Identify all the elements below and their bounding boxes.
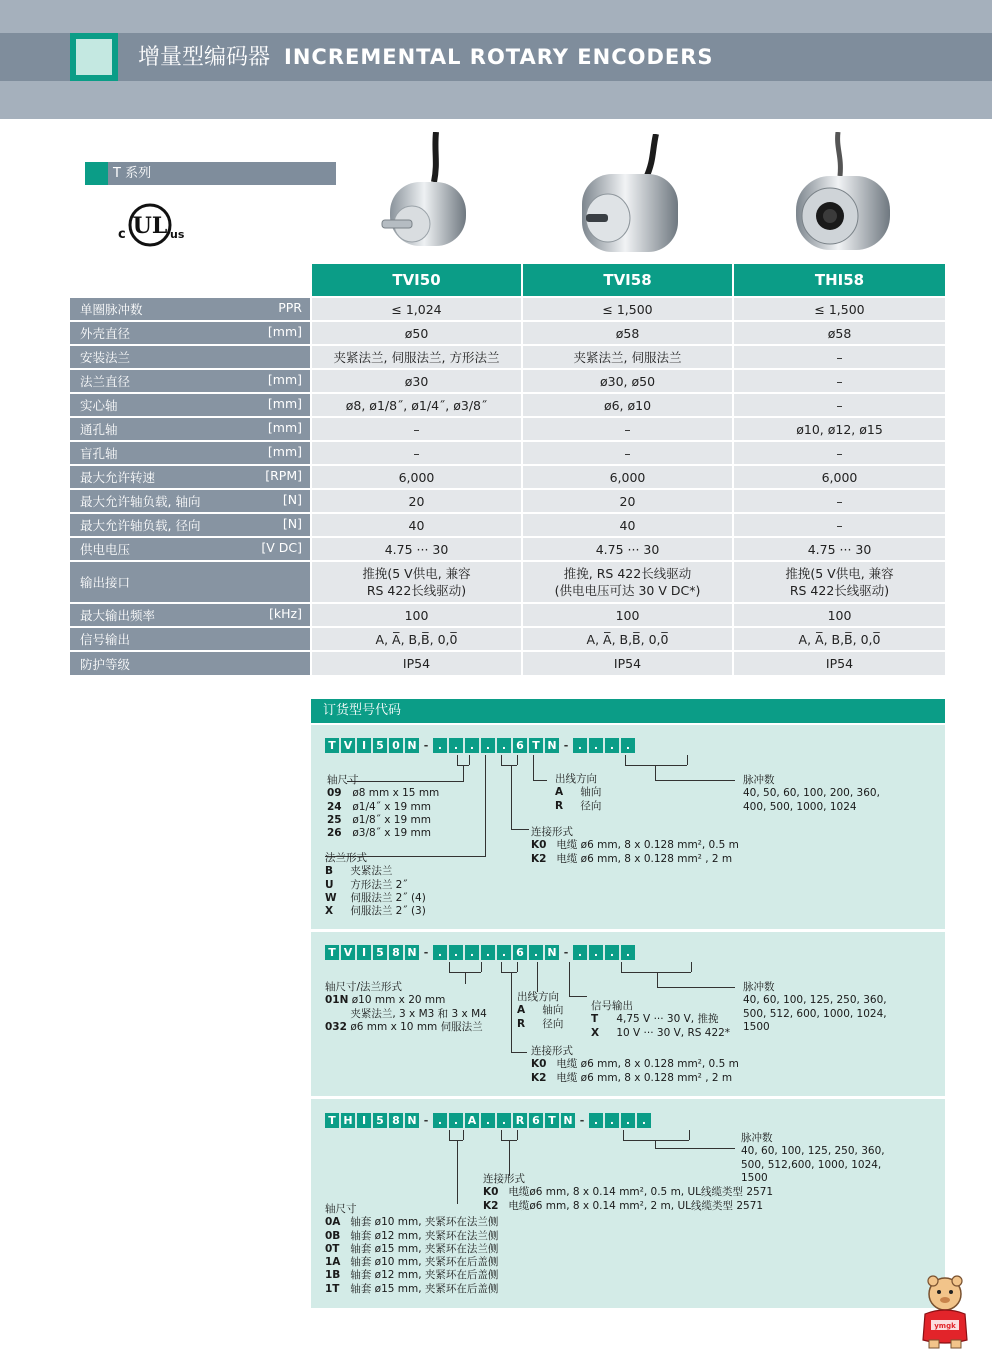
spec-cell: 推挽(5 V供电, 兼容 RS 422长线驱动) — [311, 561, 522, 603]
code-char: - — [563, 739, 569, 752]
spec-row — [70, 537, 945, 561]
spec-cell: ø6, ø10 — [522, 393, 733, 417]
spec-row-unit: [kHz] — [269, 606, 302, 621]
legend-line: K2 电缆 ø6 mm, 8 x 0.128 mm² , 2 m — [531, 1071, 733, 1084]
legend-line: U 方形法兰 2˝ — [325, 878, 408, 891]
spec-row-label — [70, 513, 311, 537]
code-char: T — [545, 1113, 559, 1128]
order-panel-tvi58 — [311, 932, 945, 1096]
code-char: . — [589, 738, 603, 753]
legend-line: 500, 512,600, 1000, 1024, — [741, 1158, 882, 1171]
legend-line: 40, 50, 60, 100, 200, 360, — [743, 787, 880, 800]
legend-line: 09 ø8 mm x 15 mm — [327, 787, 440, 800]
code-char: 6 — [513, 945, 527, 960]
spec-row-label — [70, 627, 311, 651]
code-char: 0 — [389, 738, 403, 753]
code-char: . — [573, 945, 587, 960]
legend-title: 信号输出 — [591, 1000, 633, 1012]
legend-line: 25 ø1/8˝ x 19 mm — [327, 813, 431, 826]
spec-header-blank — [70, 264, 311, 297]
spec-row-label — [70, 345, 311, 369]
spec-cell: ≤ 1,500 — [733, 297, 945, 321]
spec-cell: 100 — [311, 603, 522, 627]
code-char: . — [497, 738, 511, 753]
code-char: . — [589, 1113, 603, 1128]
code-char: 8 — [389, 1113, 403, 1128]
code-char: N — [405, 738, 419, 753]
spec-row-label-text: 最大允许轴负载, 径向 — [80, 518, 201, 533]
spec-row — [70, 489, 945, 513]
spec-cell: 夹紧法兰, 伺服法兰 — [522, 345, 733, 369]
legend-line: 500, 512, 600, 1000, 1024, — [743, 1007, 887, 1020]
spec-row-label — [70, 465, 311, 489]
code-char: V — [341, 738, 355, 753]
tvi50-connection-legend — [531, 826, 739, 866]
code-char: - — [423, 1114, 429, 1127]
page-title-cn: 增量型编码器 — [138, 45, 271, 70]
tvi58-ppr-legend — [743, 981, 887, 1034]
spec-table — [70, 264, 945, 675]
code-char: . — [621, 738, 635, 753]
legend-line: 0B 轴套 ø12 mm, 夹紧环在法兰侧 — [325, 1229, 499, 1242]
code-char: N — [545, 738, 559, 753]
code-char: 6 — [529, 1113, 543, 1128]
spec-row-label-text: 盲孔轴 — [80, 446, 118, 461]
legend-line: A 轴向 — [517, 1004, 564, 1017]
legend-line: 40, 60, 100, 125, 250, 360, — [743, 994, 887, 1007]
spec-row — [70, 627, 945, 651]
spec-row-unit: [N] — [282, 492, 302, 507]
spec-cell: 100 — [733, 603, 945, 627]
legend-line: T 4,75 V ··· 30 V, 推挽 — [591, 1013, 719, 1026]
spec-cell: ø10, ø12, ø15 — [733, 417, 945, 441]
header-square-inner — [76, 39, 112, 75]
code-char: . — [449, 1113, 463, 1128]
spec-cell: – — [733, 345, 945, 369]
code-char: . — [497, 1113, 511, 1128]
spec-cell: 6,000 — [311, 465, 522, 489]
code-char: . — [433, 945, 447, 960]
legend-title: 轴尺寸 — [327, 774, 359, 786]
spec-cell: 20 — [311, 489, 522, 513]
code-char: N — [405, 1113, 419, 1128]
order-code-tvi58 — [325, 945, 635, 960]
tvi58-exit-legend — [517, 991, 563, 1031]
spec-cell: IP54 — [522, 651, 733, 675]
legend-line: 夹紧法兰, 3 x M3 和 3 x M4 — [347, 1007, 487, 1020]
code-char: 5 — [373, 1113, 387, 1128]
code-char: . — [481, 1113, 495, 1128]
legend-title: 脉冲数 — [743, 774, 775, 786]
spec-row — [70, 603, 945, 627]
spec-row-label-text: 供电电压 — [80, 542, 131, 557]
spec-row — [70, 345, 945, 369]
spec-cell: – — [733, 489, 945, 513]
code-char: N — [545, 945, 559, 960]
watermark-mascot-icon — [905, 1270, 985, 1350]
spec-cell: ø8, ø1/8˝, ø1/4˝, ø3/8˝ — [311, 393, 522, 417]
code-char: . — [637, 1113, 651, 1128]
code-char: . — [529, 945, 543, 960]
tvi58-encoder-image — [574, 134, 684, 262]
legend-title: 轴尺寸/法兰形式 — [325, 981, 403, 993]
spec-cell: IP54 — [733, 651, 945, 675]
spec-body — [70, 297, 945, 675]
spec-cell: ø30 — [311, 369, 522, 393]
legend-line: 40, 60, 100, 125, 250, 360, — [741, 1145, 885, 1158]
spec-row-label — [70, 417, 311, 441]
legend-line: 1500 — [741, 1171, 768, 1184]
code-char: I — [357, 1113, 371, 1128]
legend-line: 01N ø10 mm x 20 mm — [325, 994, 446, 1007]
spec-cell: ≤ 1,024 — [311, 297, 522, 321]
code-char: . — [449, 945, 463, 960]
spec-cell: – — [733, 441, 945, 465]
code-char: 6 — [513, 738, 527, 753]
spec-row-unit: PPR — [278, 300, 302, 315]
code-char: 5 — [373, 738, 387, 753]
product-header-thi58: THI58 — [733, 264, 945, 297]
spec-cell: – — [311, 417, 522, 441]
spec-cell: – — [522, 417, 733, 441]
legend-line: R 径向 — [517, 1017, 564, 1030]
code-char: . — [605, 1113, 619, 1128]
code-char: . — [465, 945, 479, 960]
spec-cell: 推挽(5 V供电, 兼容 RS 422长线驱动) — [733, 561, 945, 603]
cul-us-logo-icon — [114, 202, 190, 248]
series-tag — [85, 162, 336, 185]
code-char: T — [325, 1113, 339, 1128]
page-title — [138, 40, 714, 74]
spec-row — [70, 651, 945, 675]
header-band-bottom — [0, 81, 992, 119]
legend-title: 法兰形式 — [325, 852, 367, 864]
code-char: A — [465, 1113, 479, 1128]
code-char: . — [481, 738, 495, 753]
spec-row-label-text: 最大允许轴负载, 轴向 — [80, 494, 201, 509]
spec-row — [70, 369, 945, 393]
thi58-connection-legend — [483, 1173, 773, 1213]
legend-line: 0T 轴套 ø15 mm, 夹紧环在法兰侧 — [325, 1242, 499, 1255]
spec-row — [70, 321, 945, 345]
code-char: - — [579, 1114, 585, 1127]
code-char: T — [325, 738, 339, 753]
spec-row-unit: [mm] — [267, 420, 302, 435]
legend-line: K0 电缆 ø6 mm, 8 x 0.128 mm², 0.5 m — [531, 1058, 739, 1071]
code-char: . — [573, 738, 587, 753]
code-char: N — [405, 945, 419, 960]
code-char: - — [563, 946, 569, 959]
watermark-text: ymgk — [934, 1322, 956, 1330]
code-char: . — [497, 945, 511, 960]
spec-row-unit: [mm] — [267, 324, 302, 339]
code-char: T — [325, 945, 339, 960]
spec-cell: A, A̅, B,B̅, 0,0̅ — [311, 627, 522, 651]
spec-cell: 夹紧法兰, 伺服法兰, 方形法兰 — [311, 345, 522, 369]
spec-row — [70, 393, 945, 417]
code-char: I — [357, 738, 371, 753]
thi58-encoder-image — [786, 132, 896, 260]
spec-row-label-text: 信号输出 — [80, 632, 131, 647]
order-panel-tvi50 — [311, 725, 945, 929]
spec-row — [70, 465, 945, 489]
ul-logo-center-text: UL — [132, 213, 168, 239]
legend-line: 0A 轴套 ø10 mm, 夹紧环在法兰侧 — [325, 1216, 499, 1229]
tvi50-encoder-image — [372, 132, 482, 260]
spec-row-label-text: 法兰直径 — [80, 374, 131, 389]
code-char: . — [605, 945, 619, 960]
order-code-header: 订货型号代码 — [311, 699, 945, 723]
legend-line: 1A 轴套 ø10 mm, 夹紧环在后盖侧 — [325, 1256, 499, 1269]
code-char: . — [465, 738, 479, 753]
spec-cell: 4.75 ··· 30 — [522, 537, 733, 561]
product-header-tvi50: TVI50 — [311, 264, 522, 297]
code-char: I — [357, 945, 371, 960]
series-square-icon — [85, 162, 108, 185]
spec-cell: ≤ 1,500 — [522, 297, 733, 321]
spec-row-label-text: 最大输出频率 — [80, 608, 156, 623]
header-band-top — [0, 0, 992, 33]
code-char: . — [605, 738, 619, 753]
spec-row-label-text: 最大允许转速 — [80, 470, 156, 485]
spec-row-label — [70, 297, 311, 321]
legend-line: K0 电缆ø6 mm, 8 x 0.14 mm², 0.5 m, UL线缆类型 2571 — [483, 1186, 774, 1199]
code-char: 5 — [373, 945, 387, 960]
spec-cell: 40 — [522, 513, 733, 537]
spec-cell: 6,000 — [733, 465, 945, 489]
legend-line: K2 电缆 ø6 mm, 8 x 0.128 mm² , 2 m — [531, 852, 733, 865]
spec-row-unit: [RPM] — [265, 468, 302, 483]
spec-cell: 20 — [522, 489, 733, 513]
spec-row — [70, 441, 945, 465]
code-char: N — [561, 1113, 575, 1128]
code-char: . — [433, 1113, 447, 1128]
legend-title: 出线方向 — [555, 773, 597, 785]
spec-header-row — [70, 264, 945, 297]
spec-cell: 100 — [522, 603, 733, 627]
order-code-thi58 — [325, 1113, 651, 1128]
thi58-shaft-legend — [325, 1203, 498, 1296]
tvi58-connection-legend — [531, 1045, 739, 1085]
legend-line: R 径向 — [555, 799, 602, 812]
spec-row-label-text: 输出接口 — [80, 575, 131, 590]
spec-row-unit: [mm] — [267, 444, 302, 459]
spec-cell: – — [311, 441, 522, 465]
spec-row-label-text: 防护等级 — [80, 656, 131, 672]
spec-cell: A, A̅, B,B̅, 0,0̅ — [733, 627, 945, 651]
order-code-tvi50 — [325, 738, 635, 753]
spec-row-label — [70, 369, 311, 393]
tvi58-signal-legend — [591, 1000, 730, 1040]
legend-line: 1T 轴套 ø15 mm, 夹紧环在后盖侧 — [325, 1282, 499, 1295]
code-char: . — [433, 738, 447, 753]
tvi50-flange-legend — [325, 852, 426, 918]
code-char: . — [481, 945, 495, 960]
legend-title: 连接形式 — [483, 1173, 525, 1185]
spec-row — [70, 417, 945, 441]
code-char: - — [423, 739, 429, 752]
legend-line: 1500 — [743, 1020, 770, 1033]
spec-cell: – — [733, 513, 945, 537]
code-char: V — [341, 945, 355, 960]
spec-cell: ø58 — [733, 321, 945, 345]
spec-cell: 4.75 ··· 30 — [733, 537, 945, 561]
tvi50-ppr-legend — [743, 774, 880, 814]
spec-row-label-text: 外壳直径 — [80, 326, 131, 341]
spec-cell: A, A̅, B,B̅, 0,0̅ — [522, 627, 733, 651]
legend-line: 24 ø1/4˝ x 19 mm — [327, 800, 431, 813]
legend-line: A 轴向 — [555, 786, 602, 799]
code-char: R — [513, 1113, 527, 1128]
spec-row-label — [70, 321, 311, 345]
spec-cell: IP54 — [311, 651, 522, 675]
code-char: . — [621, 945, 635, 960]
legend-line: 26 ø3/8˝ x 19 mm — [327, 827, 431, 840]
spec-cell: – — [522, 441, 733, 465]
spec-cell: ø58 — [522, 321, 733, 345]
spec-row-label — [70, 651, 311, 675]
spec-cell: ø50 — [311, 321, 522, 345]
code-char: 8 — [389, 945, 403, 960]
tvi58-shaft-legend — [325, 981, 487, 1034]
spec-row — [70, 561, 945, 603]
tvi50-exit-legend — [555, 773, 601, 813]
legend-line: 032 ø6 mm x 10 mm 伺服法兰 — [325, 1020, 483, 1033]
ul-logo-right-text: us — [170, 228, 185, 241]
code-char: . — [449, 738, 463, 753]
spec-cell: 4.75 ··· 30 — [311, 537, 522, 561]
page-title-en: INCREMENTAL ROTARY ENCODERS — [284, 45, 714, 69]
spec-cell: – — [733, 393, 945, 417]
spec-cell: 推挽, RS 422长线驱动 (供电电压可达 30 V DC*) — [522, 561, 733, 603]
legend-line: K0 电缆 ø6 mm, 8 x 0.128 mm², 0.5 m — [531, 839, 739, 852]
series-label: T 系列 — [113, 166, 152, 181]
spec-row-unit: [mm] — [267, 396, 302, 411]
legend-title: 轴尺寸 — [325, 1203, 357, 1215]
ul-logo-left-text: c — [118, 227, 126, 242]
legend-title: 脉冲数 — [743, 981, 775, 993]
legend-line: X 10 V ··· 30 V, RS 422* — [591, 1026, 731, 1039]
spec-row-label — [70, 441, 311, 465]
legend-line: B 夹紧法兰 — [325, 865, 393, 878]
legend-line: X 伺服法兰 2˝ (3) — [325, 905, 426, 918]
code-char: T — [529, 738, 543, 753]
legend-title: 出线方向 — [517, 991, 559, 1003]
code-char: - — [423, 946, 429, 959]
spec-row-unit: [V DC] — [261, 540, 302, 555]
code-char: . — [589, 945, 603, 960]
spec-row-unit: [mm] — [267, 372, 302, 387]
legend-title: 连接形式 — [531, 826, 573, 838]
product-header-tvi58: TVI58 — [522, 264, 733, 297]
spec-row-label-text: 通孔轴 — [80, 422, 118, 437]
spec-row-label-text: 单圈脉冲数 — [80, 302, 143, 317]
spec-row-label — [70, 489, 311, 513]
spec-cell: ø30, ø50 — [522, 369, 733, 393]
legend-line: 1B 轴套 ø12 mm, 夹紧环在后盖侧 — [325, 1269, 499, 1282]
legend-line: K2 电缆ø6 mm, 8 x 0.14 mm², 2 m, UL线缆类型 2571 — [483, 1199, 764, 1212]
spec-row-label — [70, 393, 311, 417]
spec-row-label — [70, 537, 311, 561]
code-char: H — [341, 1113, 355, 1128]
spec-row-label — [70, 561, 311, 603]
legend-line: 400, 500, 1000, 1024 — [743, 800, 857, 813]
spec-row-label-text: 实心轴 — [80, 398, 118, 413]
spec-row-unit: [N] — [282, 516, 302, 531]
spec-row-label — [70, 603, 311, 627]
spec-row — [70, 513, 945, 537]
spec-cell: 6,000 — [522, 465, 733, 489]
spec-cell: 40 — [311, 513, 522, 537]
spec-row — [70, 297, 945, 321]
legend-line: W 伺服法兰 2˝ (4) — [325, 891, 426, 904]
spec-cell: – — [733, 369, 945, 393]
legend-title: 脉冲数 — [741, 1132, 773, 1144]
order-panel-thi58 — [311, 1099, 945, 1308]
legend-title: 连接形式 — [531, 1045, 573, 1057]
tvi50-shaft-legend — [327, 774, 439, 840]
spec-row-label-text: 安装法兰 — [80, 350, 131, 365]
code-char: . — [621, 1113, 635, 1128]
